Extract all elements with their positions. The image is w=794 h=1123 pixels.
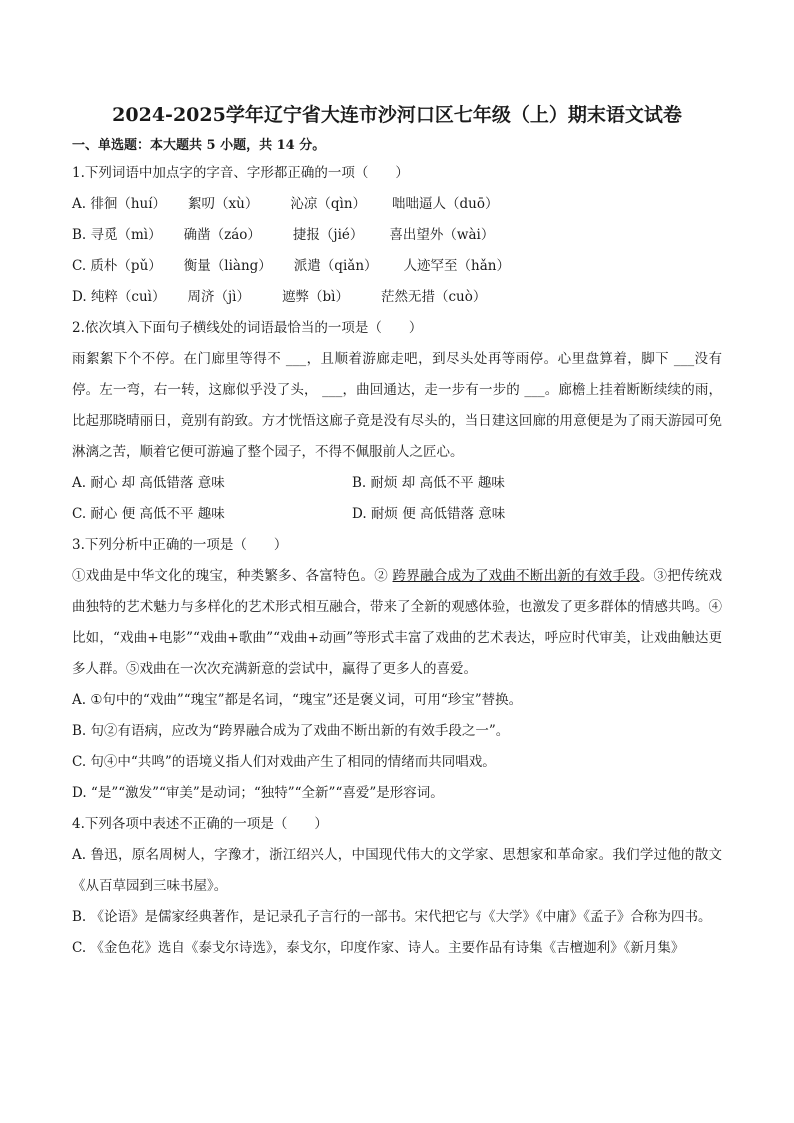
question-2-option-d[interactable]: D. 耐烦 便 高低错落 意味	[352, 506, 506, 522]
question-1-option-a[interactable]: A. 徘徊（huí） 絮叨（xù） 沁凉（qìn） 咄咄逼人（duō）	[72, 196, 499, 212]
question-4-option-a[interactable]: A. 鲁迅，原名周树人，字豫才，浙江绍兴人，中国现代伟大的文学家、思想家和革命家。我们学过他的散文《从百草园到三味书屋》。	[72, 847, 722, 894]
question-4-option-b[interactable]: B. 《论语》是儒家经典著作，是记录孔子言行的一部书。宋代把它与《大学》《中庸》《孟子》合称为四书。	[72, 909, 712, 925]
question-1-option-b[interactable]: B. 寻觅（mì） 确凿（záo） 捷报（jié） 喜出望外（wài）	[72, 227, 495, 243]
question-3-passage: ①戏曲是中华文化的瑰宝，种类繁多、各富特色。② 跨界融合成为了戏曲不断出新的有效手段。③把传统戏曲独特的艺术魅力与多样化的艺术形式相互融合，带来了全新的观感体验，也激发了更多群体的情感共鸣。④比如，“戏曲+电影”“戏曲+歌曲”“戏曲+动画”等形式丰富了戏曲的艺术表达，呼应时代审美，让戏曲触达更多人群。⑤戏曲在一次次充满新意的尝试中，赢得了更多人的喜爱。	[72, 568, 723, 677]
question-3-option-d[interactable]: D. “是”“激发”“审美”是动词；“独特”“全新”“喜爱”是形容词。	[72, 785, 444, 801]
question-3-option-c[interactable]: C. 句④中“共鸣”的语境义指人们对戏曲产生了相同的情绪而共同唱戏。	[72, 754, 496, 770]
question-3-option-a[interactable]: A. ①句中的“戏曲”“瑰宝”都是名词，“瑰宝”还是褒义词，可用“珍宝”替换。	[72, 692, 523, 708]
question-3-stem: 3.下列分析中正确的一项是（ ）	[72, 537, 288, 553]
exam-title: 2024-2025学年辽宁省大连市沙河口区七年级（上）期末语文试卷	[112, 104, 682, 126]
question-2-passage: 雨絮絮下个不停。在门廊里等得不 ___，且顺着游廊走吧，到尽头处再等雨停。心里盘算着，脚下 ___没有停。左一弯，右一转，这廊似乎没了头， ___，曲回通达，走一步有一步的 ___。廊檐上挂着断断续续的雨，比起那晓晴丽日，竟别有韵致。方才恍悟这廊子竟是没有尽头的，当日建这回廊的用意便是为了雨天游园可免淋漓之苦，顺着它便可游遍了整个园子，不得不佩服前人之匠心。	[72, 351, 722, 460]
question-2-options-row-1	[72, 468, 722, 499]
question-3-option-b[interactable]: B. 句②有语病，应改为“跨界融合成为了戏曲不断出新的有效手段之一”。	[72, 723, 510, 739]
exam-page	[72, 100, 722, 964]
question-2-options-row-2	[72, 499, 722, 530]
question-4-stem: 4.下列各项中表述不正确的一项是（ ）	[72, 816, 328, 832]
question-1-option-c[interactable]: C. 质朴（pǔ） 衡量（liàng） 派遣（qiǎn） 人迹罕至（hǎn）	[72, 258, 510, 274]
question-1-option-d[interactable]: D. 纯粹（cuì） 周济（jì） 遮弊（bì） 茫然无措（cuò）	[72, 289, 487, 305]
section-heading: 一、单选题：本大题共 5 小题，共 14 分。	[72, 138, 326, 153]
question-1-stem: 1.下列词语中加点字的字音、字形都正确的一项（ ）	[72, 165, 409, 181]
question-2-option-b[interactable]: B. 耐烦 却 高低不平 趣味	[352, 475, 505, 491]
question-2-option-a[interactable]: A. 耐心 却 高低错落 意味	[72, 475, 225, 491]
underlined-sentence: 跨界融合成为了戏曲不断出新的有效手段	[392, 568, 640, 584]
question-4-option-c[interactable]: C. 《金色花》选自《泰戈尔诗选》，泰戈尔，印度作家、诗人。主要作品有诗集《吉檀迦利》《新月集》	[72, 940, 685, 956]
question-2-option-c[interactable]: C. 耐心 便 高低不平 趣味	[72, 506, 225, 522]
question-2-stem: 2.依次填入下面句子横线处的词语最恰当的一项是（ ）	[72, 320, 423, 336]
